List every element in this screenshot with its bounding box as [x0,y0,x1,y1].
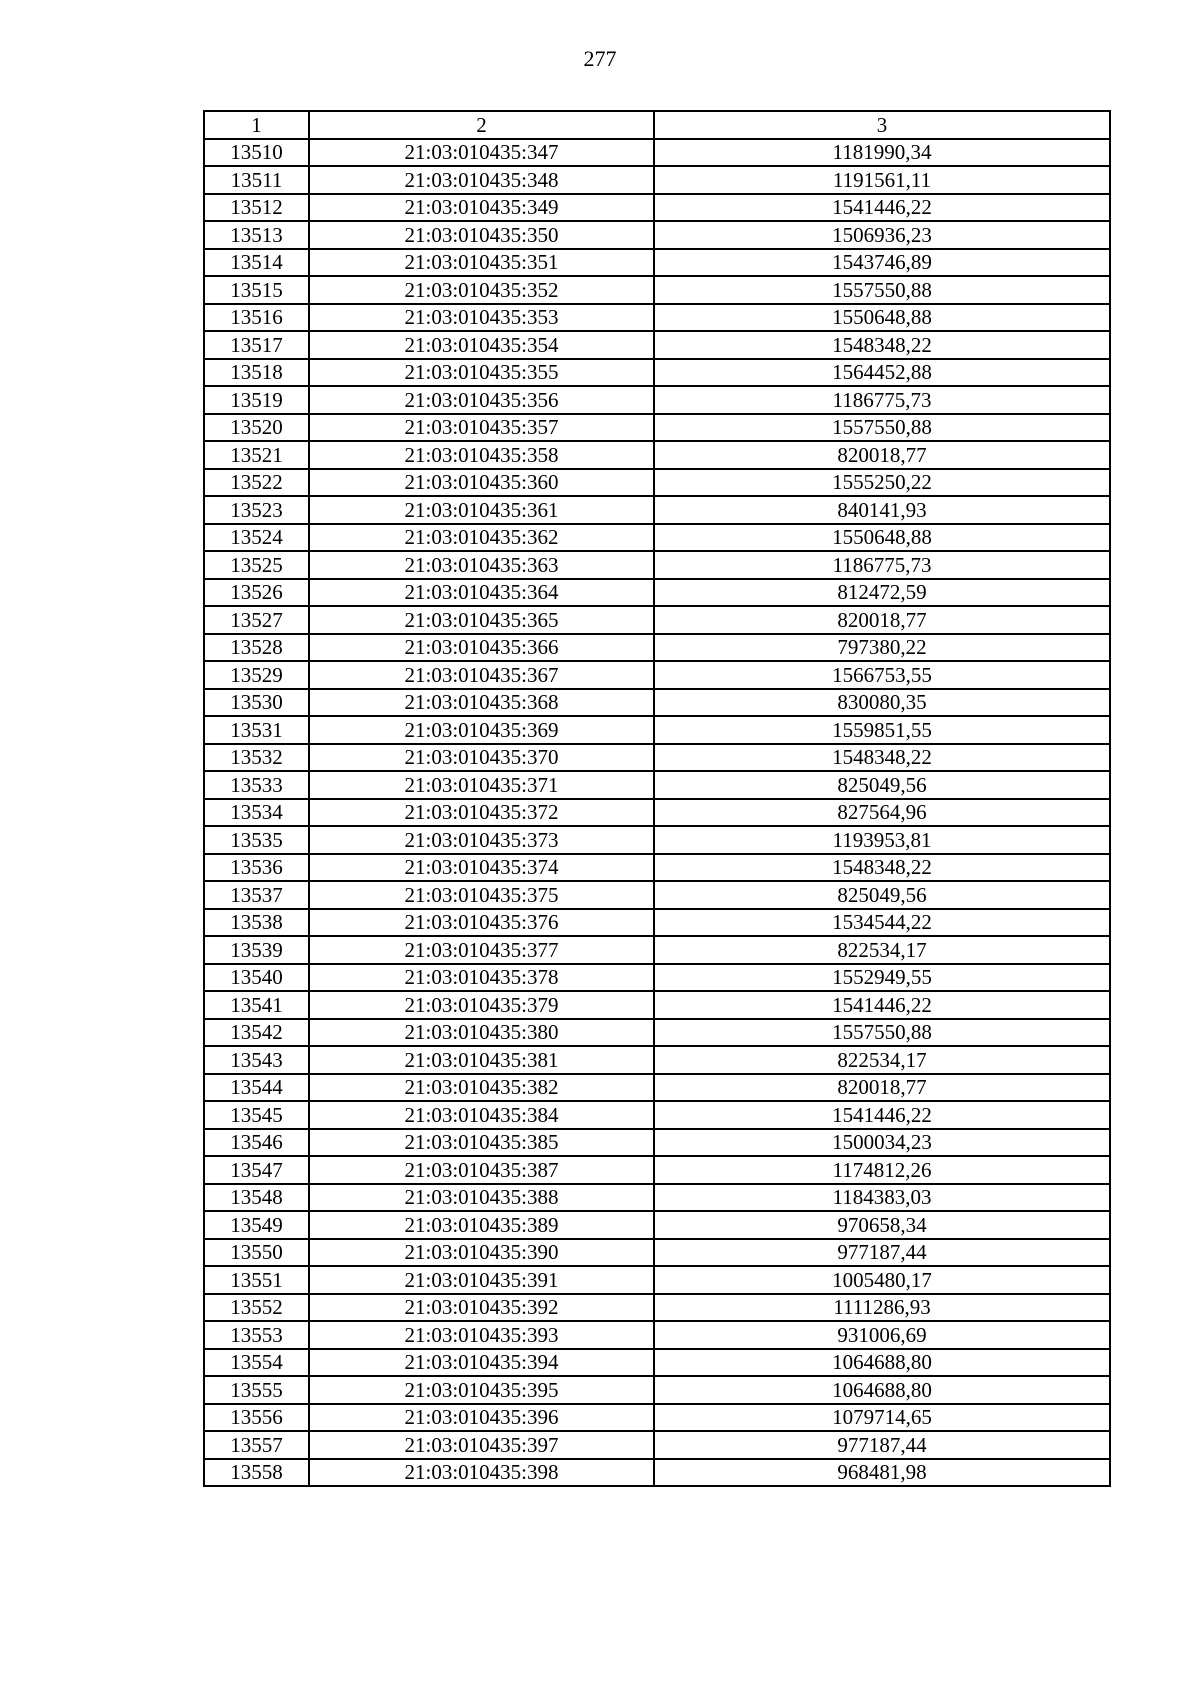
cadastral-number-cell: 21:03:010435:390 [309,1239,654,1267]
value-cell: 1534544,22 [654,909,1110,937]
table-row [204,194,1110,222]
cadastral-number-cell: 21:03:010435:354 [309,331,654,359]
row-number-cell: 13532 [204,744,309,772]
table-row [204,221,1110,249]
table-row [204,771,1110,799]
cadastral-number-cell: 21:03:010435:369 [309,716,654,744]
row-number-cell: 13521 [204,441,309,469]
row-number-cell: 13538 [204,909,309,937]
column-header-2: 2 [309,111,654,139]
row-number-cell: 13554 [204,1349,309,1377]
value-cell: 825049,56 [654,881,1110,909]
value-cell: 1174812,26 [654,1156,1110,1184]
table-row [204,469,1110,497]
row-number-cell: 13536 [204,854,309,882]
value-cell: 1548348,22 [654,854,1110,882]
row-number-cell: 13528 [204,634,309,662]
value-cell: 1111286,93 [654,1294,1110,1322]
table-row [204,166,1110,194]
row-number-cell: 13547 [204,1156,309,1184]
table-row [204,991,1110,1019]
cadastral-number-cell: 21:03:010435:394 [309,1349,654,1377]
row-number-cell: 13545 [204,1101,309,1129]
row-number-cell: 13517 [204,331,309,359]
cadastral-number-cell: 21:03:010435:387 [309,1156,654,1184]
cadastral-number-cell: 21:03:010435:372 [309,799,654,827]
row-number-cell: 13548 [204,1184,309,1212]
row-number-cell: 13520 [204,414,309,442]
cadastral-number-cell: 21:03:010435:376 [309,909,654,937]
table-row [204,689,1110,717]
value-cell: 1548348,22 [654,331,1110,359]
cadastral-number-cell: 21:03:010435:366 [309,634,654,662]
table-row [204,1376,1110,1404]
value-cell: 822534,17 [654,936,1110,964]
table-row [204,744,1110,772]
cadastral-number-cell: 21:03:010435:349 [309,194,654,222]
table-row [204,909,1110,937]
table-row [204,881,1110,909]
value-cell: 1506936,23 [654,221,1110,249]
cadastral-number-cell: 21:03:010435:356 [309,386,654,414]
table-row [204,634,1110,662]
value-cell: 1543746,89 [654,249,1110,277]
value-cell: 1550648,88 [654,524,1110,552]
cadastral-number-cell: 21:03:010435:385 [309,1129,654,1157]
value-cell: 931006,69 [654,1321,1110,1349]
value-cell: 820018,77 [654,606,1110,634]
value-cell: 1559851,55 [654,716,1110,744]
row-number-cell: 13519 [204,386,309,414]
cadastral-number-cell: 21:03:010435:389 [309,1211,654,1239]
value-cell: 1555250,22 [654,469,1110,497]
value-cell: 820018,77 [654,1074,1110,1102]
column-header-1: 1 [204,111,309,139]
table-row [204,1266,1110,1294]
cadastral-number-cell: 21:03:010435:395 [309,1376,654,1404]
row-number-cell: 13558 [204,1459,309,1487]
cadastral-number-cell: 21:03:010435:351 [309,249,654,277]
cadastral-number-cell: 21:03:010435:396 [309,1404,654,1432]
table-row [204,1074,1110,1102]
value-cell: 1064688,80 [654,1376,1110,1404]
value-cell: 970658,34 [654,1211,1110,1239]
value-cell: 1181990,34 [654,139,1110,167]
row-number-cell: 13531 [204,716,309,744]
row-number-cell: 13526 [204,579,309,607]
value-cell: 1557550,88 [654,414,1110,442]
cadastral-number-cell: 21:03:010435:381 [309,1046,654,1074]
table-row [204,1404,1110,1432]
table-row [204,1294,1110,1322]
row-number-cell: 13518 [204,359,309,387]
cadastral-number-cell: 21:03:010435:353 [309,304,654,332]
cadastral-number-cell: 21:03:010435:367 [309,661,654,689]
table-row [204,304,1110,332]
row-number-cell: 13515 [204,276,309,304]
table-row [204,799,1110,827]
table-row [204,1019,1110,1047]
row-number-cell: 13534 [204,799,309,827]
row-number-cell: 13522 [204,469,309,497]
value-cell: 1548348,22 [654,744,1110,772]
row-number-cell: 13516 [204,304,309,332]
column-header-3: 3 [654,111,1110,139]
value-cell: 968481,98 [654,1459,1110,1487]
row-number-cell: 13551 [204,1266,309,1294]
row-number-cell: 13546 [204,1129,309,1157]
table-row [204,964,1110,992]
value-cell: 812472,59 [654,579,1110,607]
row-number-cell: 13533 [204,771,309,799]
value-cell: 1541446,22 [654,991,1110,1019]
value-cell: 1557550,88 [654,276,1110,304]
row-number-cell: 13555 [204,1376,309,1404]
cadastral-number-cell: 21:03:010435:348 [309,166,654,194]
cadastral-table [203,110,1111,1487]
table-row [204,1239,1110,1267]
value-cell: 1541446,22 [654,1101,1110,1129]
value-cell: 822534,17 [654,1046,1110,1074]
table-row [204,1349,1110,1377]
value-cell: 1005480,17 [654,1266,1110,1294]
value-cell: 820018,77 [654,441,1110,469]
value-cell: 1564452,88 [654,359,1110,387]
row-number-cell: 13539 [204,936,309,964]
table-row [204,606,1110,634]
value-cell: 1541446,22 [654,194,1110,222]
cadastral-number-cell: 21:03:010435:350 [309,221,654,249]
value-cell: 1079714,65 [654,1404,1110,1432]
row-number-cell: 13553 [204,1321,309,1349]
table-row [204,441,1110,469]
row-number-cell: 13544 [204,1074,309,1102]
table-row [204,1046,1110,1074]
value-cell: 977187,44 [654,1431,1110,1459]
cadastral-number-cell: 21:03:010435:355 [309,359,654,387]
row-number-cell: 13512 [204,194,309,222]
table-row [204,359,1110,387]
row-number-cell: 13535 [204,826,309,854]
table-row [204,331,1110,359]
cadastral-number-cell: 21:03:010435:370 [309,744,654,772]
table-row [204,139,1110,167]
table-row [204,1431,1110,1459]
row-number-cell: 13541 [204,991,309,1019]
table-row [204,826,1110,854]
value-cell: 825049,56 [654,771,1110,799]
row-number-cell: 13549 [204,1211,309,1239]
cadastral-number-cell: 21:03:010435:392 [309,1294,654,1322]
page-number: 277 [583,46,617,71]
table-row [204,1184,1110,1212]
row-number-cell: 13511 [204,166,309,194]
value-cell: 1193953,81 [654,826,1110,854]
cadastral-number-cell: 21:03:010435:357 [309,414,654,442]
table-row [204,524,1110,552]
cadastral-number-cell: 21:03:010435:380 [309,1019,654,1047]
cadastral-number-cell: 21:03:010435:360 [309,469,654,497]
cadastral-number-cell: 21:03:010435:384 [309,1101,654,1129]
table-row [204,1459,1110,1487]
cadastral-number-cell: 21:03:010435:382 [309,1074,654,1102]
row-number-cell: 13523 [204,496,309,524]
row-number-cell: 13524 [204,524,309,552]
cadastral-number-cell: 21:03:010435:347 [309,139,654,167]
table-row [204,276,1110,304]
row-number-cell: 13556 [204,1404,309,1432]
table-header-row [204,111,1110,139]
value-cell: 1550648,88 [654,304,1110,332]
table-row [204,1101,1110,1129]
table-row [204,1211,1110,1239]
cadastral-number-cell: 21:03:010435:391 [309,1266,654,1294]
table-row [204,1156,1110,1184]
value-cell: 840141,93 [654,496,1110,524]
table-row [204,496,1110,524]
table-row [204,386,1110,414]
table-row [204,249,1110,277]
value-cell: 1566753,55 [654,661,1110,689]
table-body [204,139,1110,1487]
cadastral-number-cell: 21:03:010435:362 [309,524,654,552]
table-row [204,414,1110,442]
cadastral-number-cell: 21:03:010435:368 [309,689,654,717]
cadastral-number-cell: 21:03:010435:375 [309,881,654,909]
table-row [204,936,1110,964]
cadastral-number-cell: 21:03:010435:374 [309,854,654,882]
value-cell: 1184383,03 [654,1184,1110,1212]
table-row [204,1321,1110,1349]
value-cell: 1557550,88 [654,1019,1110,1047]
cadastral-number-cell: 21:03:010435:398 [309,1459,654,1487]
row-number-cell: 13525 [204,551,309,579]
cadastral-number-cell: 21:03:010435:388 [309,1184,654,1212]
value-cell: 797380,22 [654,634,1110,662]
row-number-cell: 13527 [204,606,309,634]
cadastral-number-cell: 21:03:010435:393 [309,1321,654,1349]
cadastral-number-cell: 21:03:010435:373 [309,826,654,854]
table-row [204,661,1110,689]
value-cell: 977187,44 [654,1239,1110,1267]
table-row [204,716,1110,744]
table-row [204,854,1110,882]
cadastral-number-cell: 21:03:010435:361 [309,496,654,524]
table-row [204,551,1110,579]
cadastral-number-cell: 21:03:010435:371 [309,771,654,799]
cadastral-number-cell: 21:03:010435:365 [309,606,654,634]
row-number-cell: 13514 [204,249,309,277]
row-number-cell: 13530 [204,689,309,717]
row-number-cell: 13513 [204,221,309,249]
row-number-cell: 13543 [204,1046,309,1074]
table-row [204,579,1110,607]
cadastral-number-cell: 21:03:010435:363 [309,551,654,579]
value-cell: 1186775,73 [654,386,1110,414]
row-number-cell: 13510 [204,139,309,167]
row-number-cell: 13552 [204,1294,309,1322]
value-cell: 1191561,11 [654,166,1110,194]
row-number-cell: 13537 [204,881,309,909]
row-number-cell: 13540 [204,964,309,992]
cadastral-number-cell: 21:03:010435:358 [309,441,654,469]
row-number-cell: 13529 [204,661,309,689]
value-cell: 1186775,73 [654,551,1110,579]
value-cell: 1064688,80 [654,1349,1110,1377]
row-number-cell: 13550 [204,1239,309,1267]
cadastral-number-cell: 21:03:010435:352 [309,276,654,304]
row-number-cell: 13557 [204,1431,309,1459]
cadastral-number-cell: 21:03:010435:364 [309,579,654,607]
cadastral-number-cell: 21:03:010435:377 [309,936,654,964]
value-cell: 830080,35 [654,689,1110,717]
cadastral-number-cell: 21:03:010435:378 [309,964,654,992]
value-cell: 1552949,55 [654,964,1110,992]
value-cell: 1500034,23 [654,1129,1110,1157]
row-number-cell: 13542 [204,1019,309,1047]
cadastral-number-cell: 21:03:010435:397 [309,1431,654,1459]
cadastral-number-cell: 21:03:010435:379 [309,991,654,1019]
value-cell: 827564,96 [654,799,1110,827]
table-row [204,1129,1110,1157]
